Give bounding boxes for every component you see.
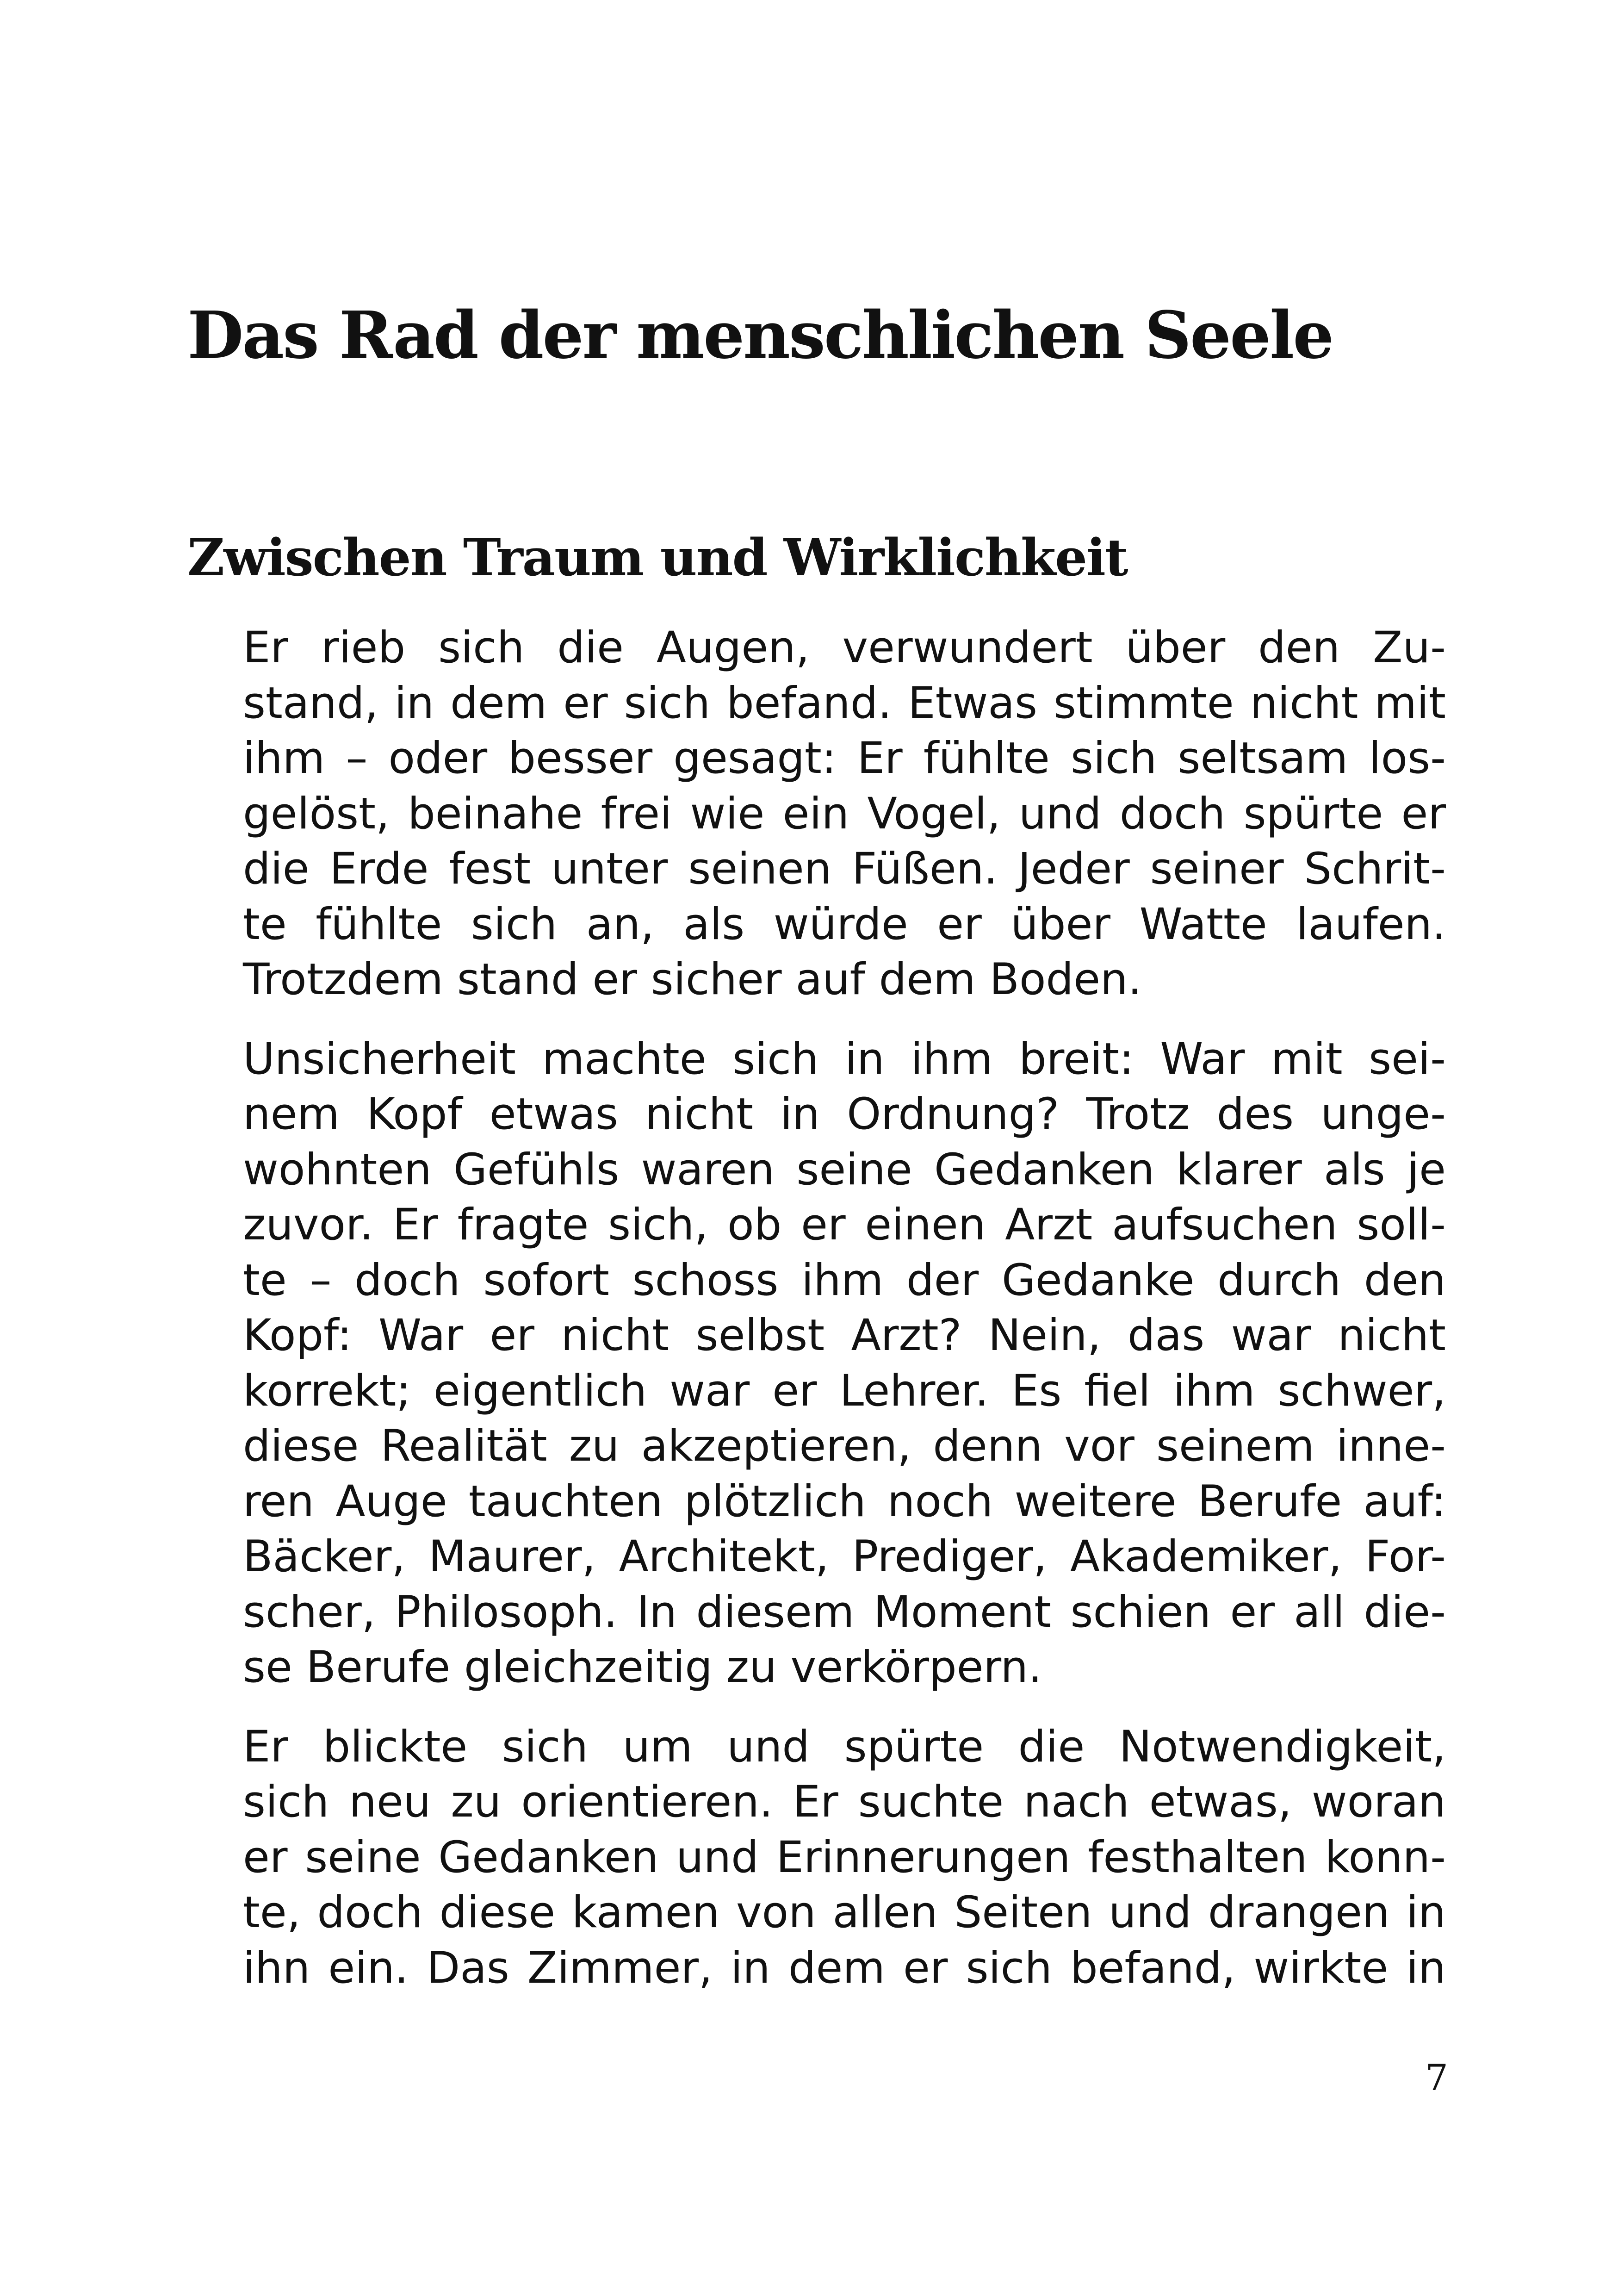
text-line: sich neu zu orientieren. Er suchte nach etwas, woran [243, 1777, 1446, 1827]
text-line: Kopf: War er nicht selbst Arzt? Nein, das war nicht [243, 1310, 1446, 1361]
text-line: die Erde fest unter seinen Füßen. Jeder seiner Schrit- [243, 844, 1446, 894]
text-line: ihn ein. Das Zimmer, in dem er sich befand, wirkte in [243, 1942, 1446, 1993]
body-text [187, 620, 1446, 2020]
text-line: ren Auge tauchten plötzlich noch weitere Berufe auf: [243, 1476, 1446, 1527]
text-line: Trotzdem stand er sicher auf dem Boden. [243, 954, 1142, 1005]
text-line: Bäcker, Maurer, Architekt, Prediger, Akademiker, For- [243, 1531, 1446, 1582]
text-line: nem Kopf etwas nicht in Ordnung? Trotz des unge- [243, 1089, 1446, 1139]
text-line: se Berufe gleichzeitig zu verkörpern. [243, 1642, 1042, 1692]
text-line: Unsicherheit machte sich in ihm breit: War mit sei- [243, 1033, 1446, 1084]
text-line: er seine Gedanken und Erinnerungen festhalten konn- [243, 1832, 1446, 1883]
text-line: te, doch diese kamen von allen Seiten und drangen in [243, 1887, 1446, 1938]
text-line: ihm – oder besser gesagt: Er fühlte sich seltsam los- [243, 733, 1446, 784]
text-line: Er blickte sich um und spürte die Notwendigkeit, [243, 1721, 1446, 1772]
text-line: korrekt; eigentlich war er Lehrer. Es fiel ihm schwer, [243, 1365, 1446, 1416]
text-line: gelöst, beinahe frei wie ein Vogel, und doch spürte er [243, 788, 1446, 839]
text-line: diese Realität zu akzeptieren, denn vor seinem inne- [243, 1421, 1446, 1471]
text-line: scher, Philosoph. In diesem Moment schien er all die- [243, 1587, 1446, 1637]
text-line: Er rieb sich die Augen, verwundert über den Zu- [243, 622, 1446, 673]
paragraph-1 [187, 620, 1446, 1008]
text-line: wohnten Gefühls waren seine Gedanken klarer als je [243, 1144, 1446, 1195]
text-line: te – doch sofort schoss ihm der Gedanke durch den [243, 1255, 1446, 1306]
chapter-title: Das Rad der menschlichen Seele [187, 298, 1333, 373]
section-title: Zwischen Traum und Wirklichkeit [187, 528, 1128, 587]
page-number: 7 [1425, 2057, 1448, 2099]
paragraph-3 [187, 1719, 1446, 1996]
text-line: te fühlte sich an, als würde er über Watte laufen. [243, 899, 1446, 950]
text-line: stand, in dem er sich befand. Etwas stimmte nicht mit [243, 678, 1446, 728]
paragraph-2 [187, 1032, 1446, 1695]
text-line: zuvor. Er fragte sich, ob er einen Arzt aufsuchen soll- [243, 1200, 1446, 1250]
